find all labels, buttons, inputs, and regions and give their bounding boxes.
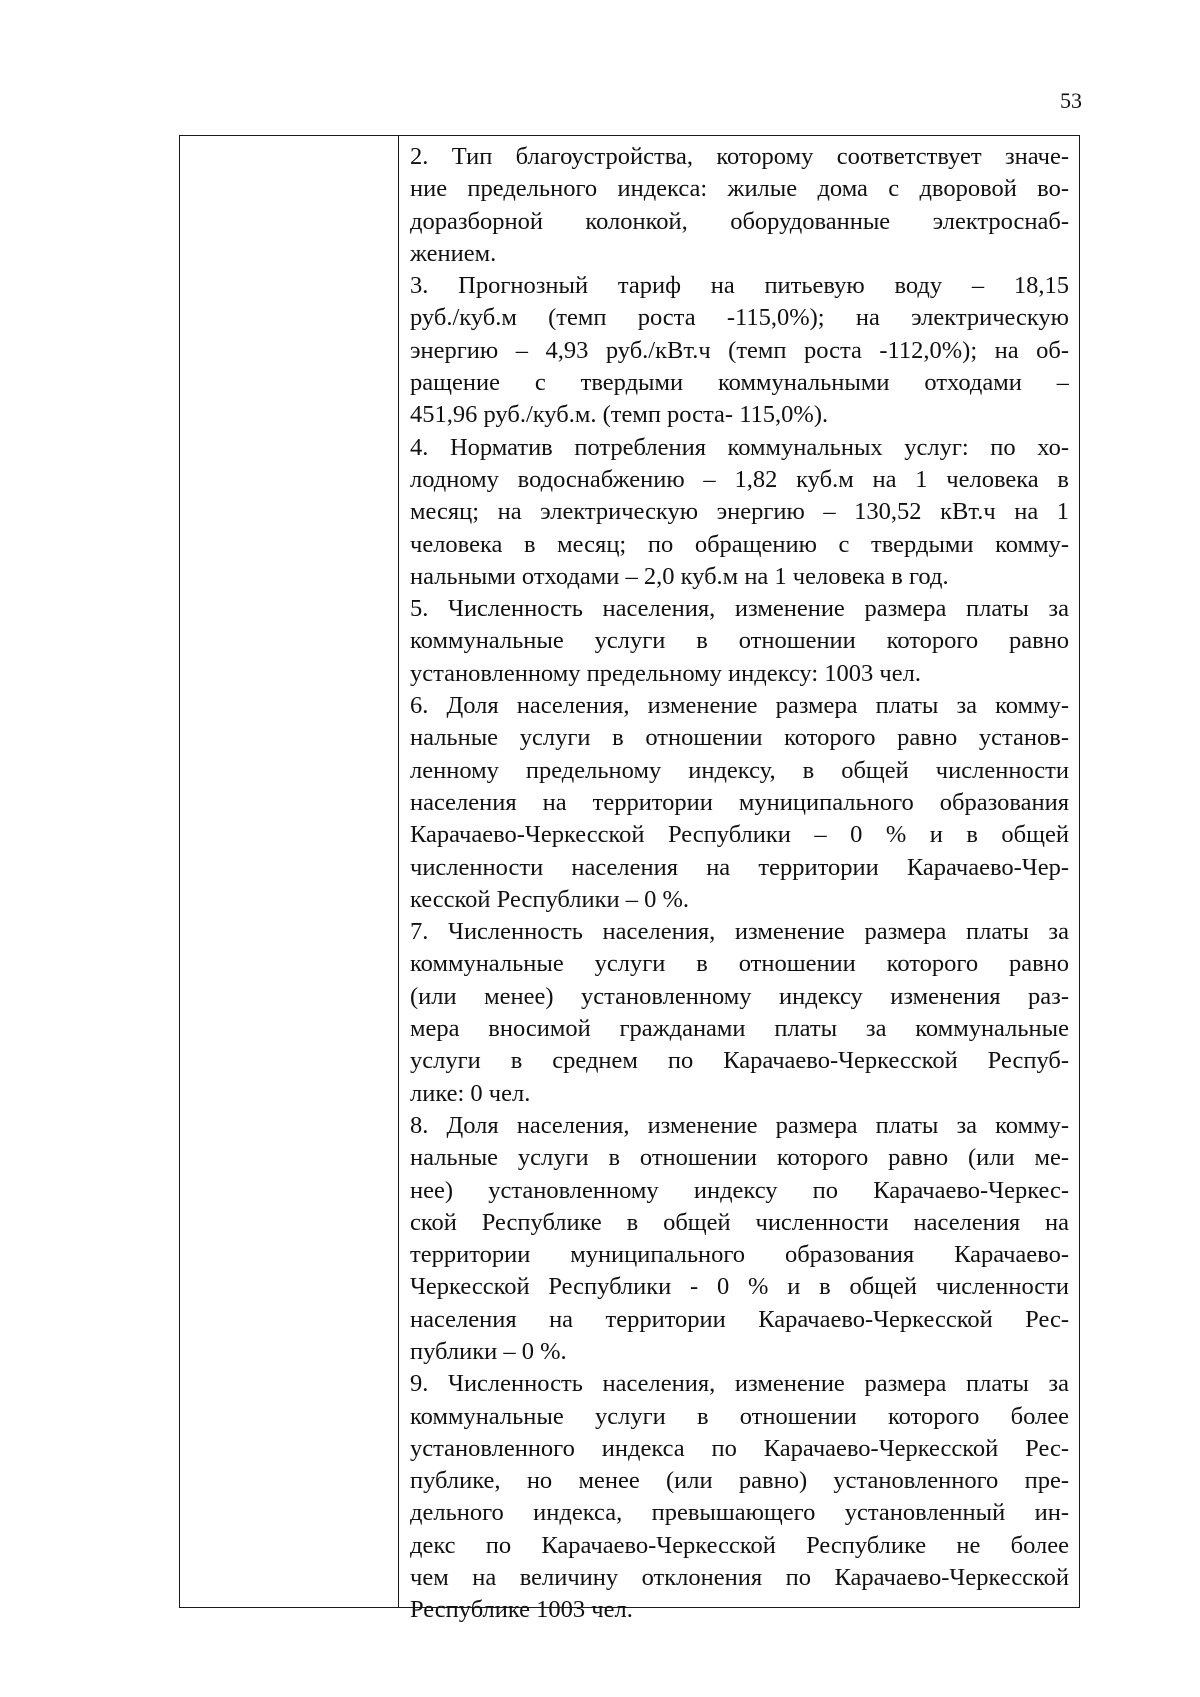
text-line: 5. Численность населения, изменение размера платы за [410,595,1069,623]
text-line: Черкесской Республики - 0 % и в общей численности [410,1273,1069,1301]
text-line: публике, но менее (или равно) установленного пре- [410,1467,1069,1495]
text-line: декс по Карачаево-Черкесской Республике не более [410,1531,1069,1559]
text-line: установленному предельному индексу: 1003 чел. [410,659,921,687]
text-line: коммунальные услуги в отношении которого равно [410,627,1069,655]
text-line: месяц; на электрическую энергию – 130,52 кВт.ч на 1 [410,498,1069,526]
table-left-column [180,136,399,1607]
text-line: Республике 1003 чел. [410,1596,633,1624]
text-line: лодному водоснабжению – 1,82 куб.м на 1 человека в [410,465,1069,493]
text-line: 9. Численность населения, изменение размера платы за [410,1370,1069,1398]
text-line: территории муниципального образования Карачаево- [410,1241,1069,1269]
text-line: нальные услуги в отношении которого равно установ- [410,724,1069,752]
text-line: 4. Норматив потребления коммунальных услуг: по хо- [410,433,1069,461]
text-line: ние предельного индекса: жилые дома с дворовой во- [410,175,1069,203]
text-line: (или менее) установленному индексу изменения раз- [410,982,1069,1010]
text-line: установленного индекса по Карачаево-Черкесской Рес- [410,1434,1069,1462]
document-table [179,135,1080,1624]
text-line: ращение с твердыми коммунальными отходами – [410,369,1069,397]
text-line: 6. Доля населения, изменение размера платы за комму- [410,692,1069,720]
text-line: численности населения на территории Карачаево-Чер- [410,853,1069,881]
text-line: населения на территории муниципального образования [410,788,1069,816]
text-line: мера вносимой гражданами платы за коммунальные [410,1015,1069,1043]
text-line: чем на величину отклонения по Карачаево-Черкесской [410,1564,1069,1592]
text-line: коммунальные услуги в отношении которого равно [410,950,1069,978]
text-line: 451,96 руб./куб.м. (темп роста- 115,0%). [410,401,829,429]
text-line: нальными отходами – 2,0 куб.м на 1 человека в год. [410,562,949,590]
text-line: Карачаево-Черкесской Республики – 0 % и в общей [410,821,1069,849]
text-line: 2. Тип благоустройства, которому соответствует значе- [410,143,1069,170]
text-line: доразборной колонкой, оборудованные электроснаб- [410,207,1069,235]
text-line: человека в месяц; по обращению с твердыми комму- [410,530,1069,558]
text-line: кесской Республики – 0 %. [410,885,689,913]
text-line: населения на территории Карачаево-Черкесской Рес- [410,1305,1069,1333]
text-line: ской Республике в общей численности населения на [410,1208,1069,1236]
text-line: руб./куб.м (темп роста -115,0%); на электрическую [410,304,1069,332]
text-line: услуги в среднем по Карачаево-Черкесской Респуб- [410,1047,1069,1075]
text-line: ленному предельному индексу, в общей численности [410,756,1069,784]
text-line: лике: 0 чел. [410,1079,531,1107]
text-line: коммунальные услуги в отношении которого более [410,1402,1069,1430]
text-line: публики – 0 %. [410,1337,567,1365]
text-line: жением. [410,239,497,267]
text-line: энергию – 4,93 руб./кВт.ч (темп роста -112,0%); на об- [410,336,1069,364]
text-line: дельного индекса, превышающего установленный ин- [410,1499,1069,1527]
text-line: 8. Доля населения, изменение размера платы за комму- [410,1111,1069,1139]
text-line: нальные услуги в отношении которого равно (или ме- [410,1144,1069,1172]
text-line: 3. Прогнозный тариф на питьевую воду – 18,15 [410,272,1069,300]
text-line: 7. Численность населения, изменение размера платы за [410,918,1069,946]
text-line: нее) установленному индексу по Карачаево-Черкес- [410,1176,1069,1204]
table-text-column [399,136,1079,1624]
page-number: 53 [1060,88,1082,113]
